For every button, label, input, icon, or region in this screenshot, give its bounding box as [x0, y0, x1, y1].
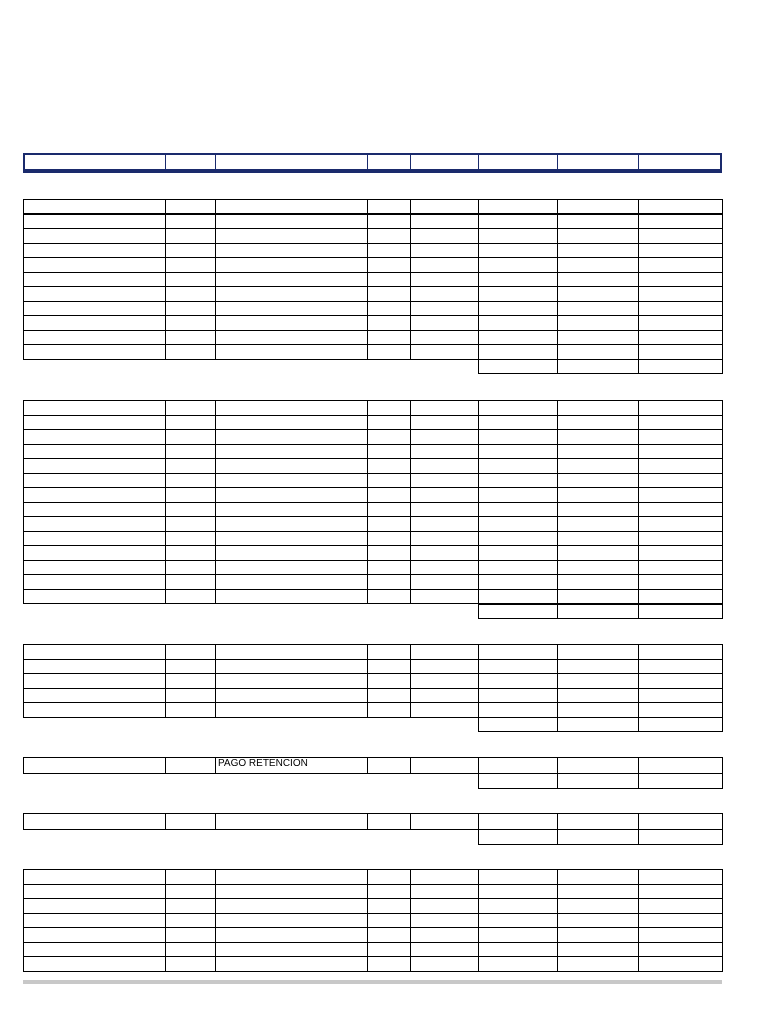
- table-cell[interactable]: [557, 286, 639, 302]
- table-cell[interactable]: [638, 673, 723, 689]
- table-cell[interactable]: [23, 458, 166, 474]
- table-cell[interactable]: [23, 344, 166, 360]
- table-cell[interactable]: [215, 956, 368, 972]
- header-column-divider: [557, 155, 558, 169]
- table-cell[interactable]: [557, 344, 639, 360]
- table-cell[interactable]: [23, 531, 166, 547]
- table-cell[interactable]: [165, 644, 216, 660]
- total-cell[interactable]: [638, 359, 723, 375]
- total-cell[interactable]: [638, 603, 723, 619]
- table-cell[interactable]: [478, 330, 558, 346]
- table-cell[interactable]: [557, 516, 639, 532]
- table-cell[interactable]: [478, 688, 558, 704]
- table-cell[interactable]: [165, 516, 216, 532]
- table-cell[interactable]: [165, 286, 216, 302]
- table-cell[interactable]: [638, 502, 723, 518]
- table-cell[interactable]: [478, 927, 558, 943]
- table-cell[interactable]: [410, 458, 479, 474]
- table-cell[interactable]: [410, 688, 479, 704]
- table-cell[interactable]: [165, 330, 216, 346]
- table-cell[interactable]: [367, 315, 411, 331]
- table-cell[interactable]: [410, 574, 479, 590]
- table-cell[interactable]: [23, 330, 166, 346]
- table-cell[interactable]: [367, 702, 411, 718]
- table-cell[interactable]: [367, 673, 411, 689]
- header-column-divider: [410, 155, 411, 169]
- table-cell[interactable]: [410, 531, 479, 547]
- table-cell[interactable]: [638, 942, 723, 958]
- table-cell[interactable]: [23, 942, 166, 958]
- table-cell[interactable]: [23, 673, 166, 689]
- table-cell[interactable]: [478, 574, 558, 590]
- total-cell[interactable]: [638, 829, 723, 846]
- table-cell[interactable]: [165, 927, 216, 943]
- table-cell[interactable]: [557, 330, 639, 346]
- table-cell[interactable]: [478, 757, 558, 774]
- table-cell[interactable]: [638, 531, 723, 547]
- table-cell[interactable]: [165, 415, 216, 431]
- table-cell[interactable]: [557, 257, 639, 273]
- table-cell[interactable]: [638, 688, 723, 704]
- table-cell[interactable]: [478, 516, 558, 532]
- table-cell[interactable]: [638, 545, 723, 561]
- table-cell[interactable]: [215, 927, 368, 943]
- table-cell[interactable]: [638, 589, 723, 605]
- table-cell[interactable]: [410, 344, 479, 360]
- table-cell[interactable]: [215, 869, 368, 885]
- pago-retencion-label[interactable]: PAGO RETENCION: [215, 757, 368, 774]
- total-cell[interactable]: [557, 717, 639, 733]
- table-cell[interactable]: [557, 869, 639, 885]
- table-cell[interactable]: [638, 869, 723, 885]
- table-cell[interactable]: [215, 458, 368, 474]
- table-cell[interactable]: [638, 702, 723, 718]
- table-cell[interactable]: [23, 473, 166, 489]
- table-cell[interactable]: [410, 589, 479, 605]
- table-cell[interactable]: [410, 869, 479, 885]
- table-cell[interactable]: [165, 315, 216, 331]
- table-cell[interactable]: [410, 956, 479, 972]
- table-cell[interactable]: [367, 688, 411, 704]
- table-cell[interactable]: [478, 869, 558, 885]
- table-cell[interactable]: [215, 444, 368, 460]
- table-cell[interactable]: [478, 956, 558, 972]
- table-cell[interactable]: [478, 702, 558, 718]
- table-cell[interactable]: [478, 502, 558, 518]
- table-cell[interactable]: [23, 429, 166, 445]
- total-cell[interactable]: [478, 717, 558, 733]
- total-cell[interactable]: [478, 359, 558, 375]
- table-cell[interactable]: [367, 898, 411, 914]
- table-cell[interactable]: [23, 702, 166, 718]
- table-cell[interactable]: [638, 214, 723, 230]
- table-cell[interactable]: [165, 688, 216, 704]
- table-cell[interactable]: [638, 574, 723, 590]
- table-cell[interactable]: [165, 813, 216, 830]
- table-cell[interactable]: [638, 458, 723, 474]
- table-cell[interactable]: [23, 286, 166, 302]
- table-cell[interactable]: [165, 214, 216, 230]
- table-cell[interactable]: [557, 545, 639, 561]
- table-cell[interactable]: [215, 400, 368, 416]
- table-cell[interactable]: [478, 813, 558, 830]
- table-cell[interactable]: [557, 531, 639, 547]
- table-cell[interactable]: [23, 400, 166, 416]
- table-cell[interactable]: [557, 927, 639, 943]
- table-cell[interactable]: [165, 869, 216, 885]
- table-cell[interactable]: [557, 589, 639, 605]
- table-cell[interactable]: [367, 400, 411, 416]
- table-cell[interactable]: [165, 502, 216, 518]
- table-cell[interactable]: [478, 458, 558, 474]
- table-cell[interactable]: [557, 415, 639, 431]
- table-cell[interactable]: [410, 898, 479, 914]
- table-cell[interactable]: [23, 516, 166, 532]
- table-cell[interactable]: [557, 644, 639, 660]
- table-cell[interactable]: [410, 673, 479, 689]
- table-cell[interactable]: [478, 214, 558, 230]
- total-cell[interactable]: [478, 829, 558, 846]
- table-cell[interactable]: [23, 757, 166, 774]
- table-cell[interactable]: [215, 228, 368, 244]
- table-cell[interactable]: [557, 757, 639, 774]
- table-cell[interactable]: [367, 574, 411, 590]
- table-cell[interactable]: [367, 589, 411, 605]
- table-cell[interactable]: [557, 898, 639, 914]
- table-cell[interactable]: [478, 400, 558, 416]
- table-cell[interactable]: [410, 644, 479, 660]
- table-cell[interactable]: [557, 444, 639, 460]
- table-cell[interactable]: [367, 531, 411, 547]
- table-cell[interactable]: [478, 429, 558, 445]
- table-cell[interactable]: [410, 545, 479, 561]
- header-column-divider: [165, 155, 166, 169]
- table-cell[interactable]: [367, 458, 411, 474]
- table-cell[interactable]: [410, 942, 479, 958]
- table-cell[interactable]: [367, 473, 411, 489]
- table-cell[interactable]: [367, 560, 411, 576]
- table-cell[interactable]: [410, 415, 479, 431]
- table-cell[interactable]: [165, 473, 216, 489]
- table-cell[interactable]: [638, 400, 723, 416]
- table-cell[interactable]: [638, 516, 723, 532]
- table-cell[interactable]: [165, 942, 216, 958]
- table-cell[interactable]: [410, 429, 479, 445]
- table-cell[interactable]: [23, 574, 166, 590]
- table-cell[interactable]: [638, 444, 723, 460]
- table-cell[interactable]: [215, 545, 368, 561]
- table-cell[interactable]: [638, 560, 723, 576]
- table-cell[interactable]: [478, 644, 558, 660]
- table-cell[interactable]: [23, 487, 166, 503]
- table-cell[interactable]: [215, 702, 368, 718]
- table-cell[interactable]: [165, 702, 216, 718]
- table-cell[interactable]: [23, 898, 166, 914]
- table-cell[interactable]: [215, 516, 368, 532]
- table-cell[interactable]: [478, 560, 558, 576]
- table-cell[interactable]: [638, 429, 723, 445]
- table-cell[interactable]: [638, 330, 723, 346]
- table-cell[interactable]: [215, 898, 368, 914]
- table-cell[interactable]: [410, 502, 479, 518]
- table-cell[interactable]: [410, 702, 479, 718]
- table-cell[interactable]: [638, 927, 723, 943]
- table-cell[interactable]: [367, 927, 411, 943]
- table-cell[interactable]: [557, 560, 639, 576]
- table-cell[interactable]: [215, 942, 368, 958]
- table-cell[interactable]: [478, 589, 558, 605]
- table-cell[interactable]: [367, 286, 411, 302]
- table-cell[interactable]: [367, 956, 411, 972]
- table-cell[interactable]: [410, 400, 479, 416]
- table-cell[interactable]: [215, 574, 368, 590]
- table-cell[interactable]: [367, 644, 411, 660]
- table-cell[interactable]: [478, 545, 558, 561]
- table-cell[interactable]: [638, 757, 723, 774]
- table-cell[interactable]: [367, 757, 411, 774]
- table-cell[interactable]: [23, 315, 166, 331]
- table-cell[interactable]: [23, 869, 166, 885]
- table-cell[interactable]: [367, 516, 411, 532]
- table-cell[interactable]: [478, 444, 558, 460]
- total-cell[interactable]: [478, 603, 558, 619]
- table-cell[interactable]: [557, 214, 639, 230]
- table-cell[interactable]: [557, 942, 639, 958]
- header-column-divider: [638, 155, 639, 169]
- table-cell[interactable]: [23, 956, 166, 972]
- table-cell[interactable]: [557, 315, 639, 331]
- table-cell[interactable]: [478, 415, 558, 431]
- table-cell[interactable]: [165, 444, 216, 460]
- table-cell[interactable]: [638, 487, 723, 503]
- table-cell[interactable]: [478, 286, 558, 302]
- table-cell[interactable]: [23, 415, 166, 431]
- table-cell[interactable]: [410, 757, 479, 774]
- table-cell[interactable]: [557, 813, 639, 830]
- table-cell[interactable]: [215, 589, 368, 605]
- table-cell[interactable]: [478, 473, 558, 489]
- table-cell[interactable]: [367, 429, 411, 445]
- table-cell[interactable]: [165, 531, 216, 547]
- table-cell[interactable]: [215, 330, 368, 346]
- table-cell[interactable]: [367, 344, 411, 360]
- table-cell[interactable]: [557, 400, 639, 416]
- column-header-bar: [23, 153, 722, 173]
- table-cell[interactable]: [165, 673, 216, 689]
- table-cell[interactable]: [638, 898, 723, 914]
- table-cell[interactable]: [23, 545, 166, 561]
- table-cell[interactable]: [23, 813, 166, 830]
- table-cell[interactable]: [215, 315, 368, 331]
- table-cell[interactable]: [478, 315, 558, 331]
- table-cell[interactable]: [23, 927, 166, 943]
- table-cell[interactable]: [23, 644, 166, 660]
- total-cell[interactable]: [557, 603, 639, 619]
- table-cell[interactable]: [165, 344, 216, 360]
- table-cell[interactable]: [23, 502, 166, 518]
- table-cell[interactable]: [638, 315, 723, 331]
- table-cell[interactable]: [557, 502, 639, 518]
- table-cell[interactable]: [165, 757, 216, 774]
- table-cell[interactable]: [165, 589, 216, 605]
- table-cell[interactable]: [165, 545, 216, 561]
- table-cell[interactable]: [557, 673, 639, 689]
- table-cell[interactable]: [478, 257, 558, 273]
- table-cell[interactable]: [165, 257, 216, 273]
- page-bottom-rule: [23, 980, 722, 984]
- table-cell[interactable]: [215, 644, 368, 660]
- table-cell[interactable]: [367, 545, 411, 561]
- table-cell[interactable]: [367, 228, 411, 244]
- table-cell[interactable]: [215, 531, 368, 547]
- table-cell[interactable]: [638, 813, 723, 830]
- table-cell[interactable]: [215, 344, 368, 360]
- table-cell[interactable]: [23, 688, 166, 704]
- table-cell[interactable]: [410, 315, 479, 331]
- table-cell[interactable]: [367, 330, 411, 346]
- total-cell[interactable]: [557, 773, 639, 790]
- table-cell[interactable]: [215, 487, 368, 503]
- table-cell[interactable]: [410, 927, 479, 943]
- table-cell[interactable]: [367, 444, 411, 460]
- table-cell[interactable]: [215, 429, 368, 445]
- table-cell[interactable]: [367, 257, 411, 273]
- table-cell[interactable]: [638, 956, 723, 972]
- table-cell[interactable]: [557, 228, 639, 244]
- table-cell[interactable]: [557, 473, 639, 489]
- table-cell[interactable]: [23, 228, 166, 244]
- table-cell[interactable]: [638, 228, 723, 244]
- table-cell[interactable]: [410, 560, 479, 576]
- header-column-divider: [215, 155, 216, 169]
- table-cell[interactable]: [638, 257, 723, 273]
- table-cell[interactable]: [215, 473, 368, 489]
- table-cell[interactable]: [557, 702, 639, 718]
- table-cell[interactable]: [165, 574, 216, 590]
- table-cell[interactable]: [23, 257, 166, 273]
- table-cell[interactable]: [165, 400, 216, 416]
- table-cell[interactable]: [410, 516, 479, 532]
- header-column-divider: [367, 155, 368, 169]
- table-cell[interactable]: [638, 644, 723, 660]
- table-cell[interactable]: [410, 813, 479, 830]
- table-cell[interactable]: [367, 813, 411, 830]
- table-cell[interactable]: [557, 487, 639, 503]
- table-cell[interactable]: [165, 228, 216, 244]
- table-cell[interactable]: [215, 813, 368, 830]
- table-cell[interactable]: [215, 502, 368, 518]
- table-cell[interactable]: [410, 473, 479, 489]
- table-cell[interactable]: [638, 344, 723, 360]
- table-cell[interactable]: [638, 473, 723, 489]
- table-cell[interactable]: [638, 415, 723, 431]
- total-cell[interactable]: [557, 359, 639, 375]
- table-cell[interactable]: [478, 487, 558, 503]
- table-cell[interactable]: [215, 286, 368, 302]
- table-cell[interactable]: [410, 257, 479, 273]
- total-cell[interactable]: [638, 773, 723, 790]
- total-cell[interactable]: [557, 829, 639, 846]
- table-cell[interactable]: [557, 956, 639, 972]
- table-cell[interactable]: [165, 560, 216, 576]
- table-cell[interactable]: [557, 429, 639, 445]
- table-cell[interactable]: [23, 560, 166, 576]
- table-cell[interactable]: [165, 429, 216, 445]
- table-cell[interactable]: [215, 560, 368, 576]
- table-cell[interactable]: [410, 487, 479, 503]
- table-cell[interactable]: [478, 531, 558, 547]
- table-cell[interactable]: [478, 344, 558, 360]
- header-column-divider: [478, 155, 479, 169]
- table-cell[interactable]: [557, 458, 639, 474]
- table-cell[interactable]: [367, 415, 411, 431]
- table-cell[interactable]: [367, 487, 411, 503]
- table-cell[interactable]: [23, 214, 166, 230]
- table-cell[interactable]: [478, 898, 558, 914]
- table-cell[interactable]: [215, 673, 368, 689]
- table-cell[interactable]: [165, 956, 216, 972]
- table-cell[interactable]: [215, 257, 368, 273]
- table-cell[interactable]: [23, 589, 166, 605]
- table-cell[interactable]: [165, 487, 216, 503]
- table-cell[interactable]: [410, 444, 479, 460]
- table-cell[interactable]: [410, 330, 479, 346]
- table-cell[interactable]: [478, 228, 558, 244]
- table-cell[interactable]: [557, 688, 639, 704]
- table-cell[interactable]: [557, 574, 639, 590]
- table-cell[interactable]: [638, 286, 723, 302]
- table-cell[interactable]: [165, 458, 216, 474]
- table-cell[interactable]: [23, 444, 166, 460]
- table-cell[interactable]: [215, 688, 368, 704]
- table-cell[interactable]: [165, 898, 216, 914]
- table-cell[interactable]: [367, 502, 411, 518]
- table-cell[interactable]: [215, 415, 368, 431]
- table-cell[interactable]: [410, 286, 479, 302]
- table-cell[interactable]: [410, 214, 479, 230]
- table-cell[interactable]: [215, 214, 368, 230]
- table-cell[interactable]: [367, 869, 411, 885]
- total-cell[interactable]: [638, 717, 723, 733]
- table-cell[interactable]: [410, 228, 479, 244]
- table-cell[interactable]: [367, 942, 411, 958]
- total-cell[interactable]: [478, 773, 558, 790]
- table-cell[interactable]: [478, 942, 558, 958]
- table-cell[interactable]: [478, 673, 558, 689]
- table-cell[interactable]: [367, 214, 411, 230]
